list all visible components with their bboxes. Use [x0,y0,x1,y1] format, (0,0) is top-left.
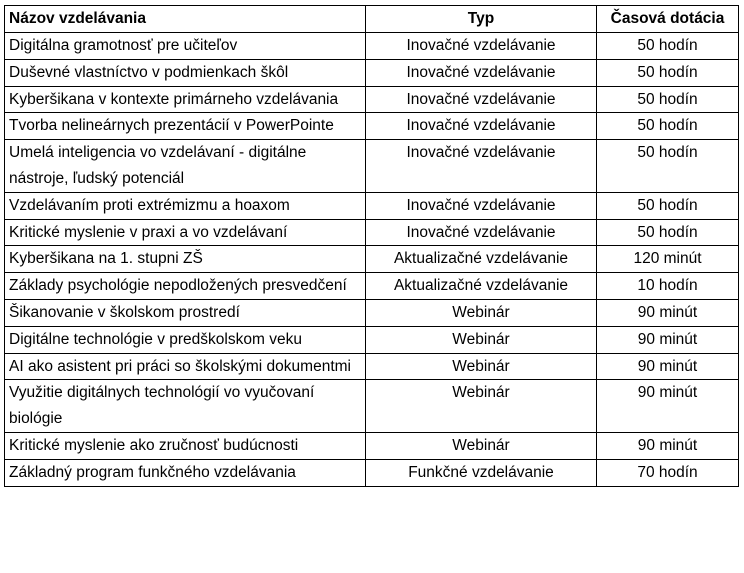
header-time: Časová dotácia [597,6,739,33]
course-time: 90 minút [597,326,739,353]
course-type: Webinár [366,432,597,459]
table-row [5,353,739,380]
course-table-container [4,5,739,487]
table-row [5,86,739,113]
table-row [5,33,739,60]
course-name: Základy psychológie nepodložených presvedčení [5,273,366,300]
course-name: Umelá inteligencia vo vzdelávaní - digitálne nástroje, ľudský potenciál [5,140,366,193]
course-time: 90 minút [597,380,739,433]
table-row [5,246,739,273]
course-name: Kyberšikana v kontexte primárneho vzdelávania [5,86,366,113]
course-type: Inovačné vzdelávanie [366,86,597,113]
course-time: 90 minút [597,432,739,459]
course-time: 90 minút [597,299,739,326]
table-row [5,192,739,219]
course-name: Duševné vlastníctvo v podmienkach škôl [5,59,366,86]
table-row [5,459,739,486]
course-time: 120 minút [597,246,739,273]
course-type: Aktualizačné vzdelávanie [366,273,597,300]
course-table [4,5,739,487]
course-type: Funkčné vzdelávanie [366,459,597,486]
table-row [5,59,739,86]
course-type: Webinár [366,299,597,326]
course-type: Inovačné vzdelávanie [366,33,597,60]
course-type: Inovačné vzdelávanie [366,113,597,140]
course-time: 50 hodín [597,113,739,140]
course-name: Digitálne technológie v predškolskom veku [5,326,366,353]
course-type: Inovačné vzdelávanie [366,192,597,219]
course-name: Využitie digitálnych technológií vo vyučovaní biológie [5,380,366,433]
header-type: Typ [366,6,597,33]
course-name: Tvorba nelineárnych prezentácií v PowerPointe [5,113,366,140]
course-type: Inovačné vzdelávanie [366,219,597,246]
table-row [5,432,739,459]
table-row [5,299,739,326]
course-type: Inovačné vzdelávanie [366,59,597,86]
course-time: 50 hodín [597,86,739,113]
course-type: Aktualizačné vzdelávanie [366,246,597,273]
course-time: 50 hodín [597,140,739,193]
course-time: 50 hodín [597,192,739,219]
course-time: 70 hodín [597,459,739,486]
course-type: Webinár [366,380,597,433]
course-name: Kritické myslenie ako zručnosť budúcnosti [5,432,366,459]
table-row [5,140,739,193]
course-time: 50 hodín [597,33,739,60]
course-type: Inovačné vzdelávanie [366,140,597,193]
table-header-row [5,6,739,33]
table-row [5,326,739,353]
course-name: AI ako asistent pri práci so školskými dokumentmi [5,353,366,380]
course-time: 50 hodín [597,59,739,86]
course-time: 10 hodín [597,273,739,300]
course-name: Digitálna gramotnosť pre učiteľov [5,33,366,60]
course-name: Kyberšikana na 1. stupni ZŠ [5,246,366,273]
table-body [5,33,739,487]
table-row [5,380,739,433]
table-row [5,113,739,140]
table-row [5,219,739,246]
course-name: Kritické myslenie v praxi a vo vzdelávaní [5,219,366,246]
header-name: Názov vzdelávania [5,6,366,33]
course-time: 50 hodín [597,219,739,246]
course-type: Webinár [366,353,597,380]
course-type: Webinár [366,326,597,353]
course-time: 90 minút [597,353,739,380]
table-row [5,273,739,300]
course-name: Základný program funkčného vzdelávania [5,459,366,486]
course-name: Šikanovanie v školskom prostredí [5,299,366,326]
course-name: Vzdelávaním proti extrémizmu a hoaxom [5,192,366,219]
